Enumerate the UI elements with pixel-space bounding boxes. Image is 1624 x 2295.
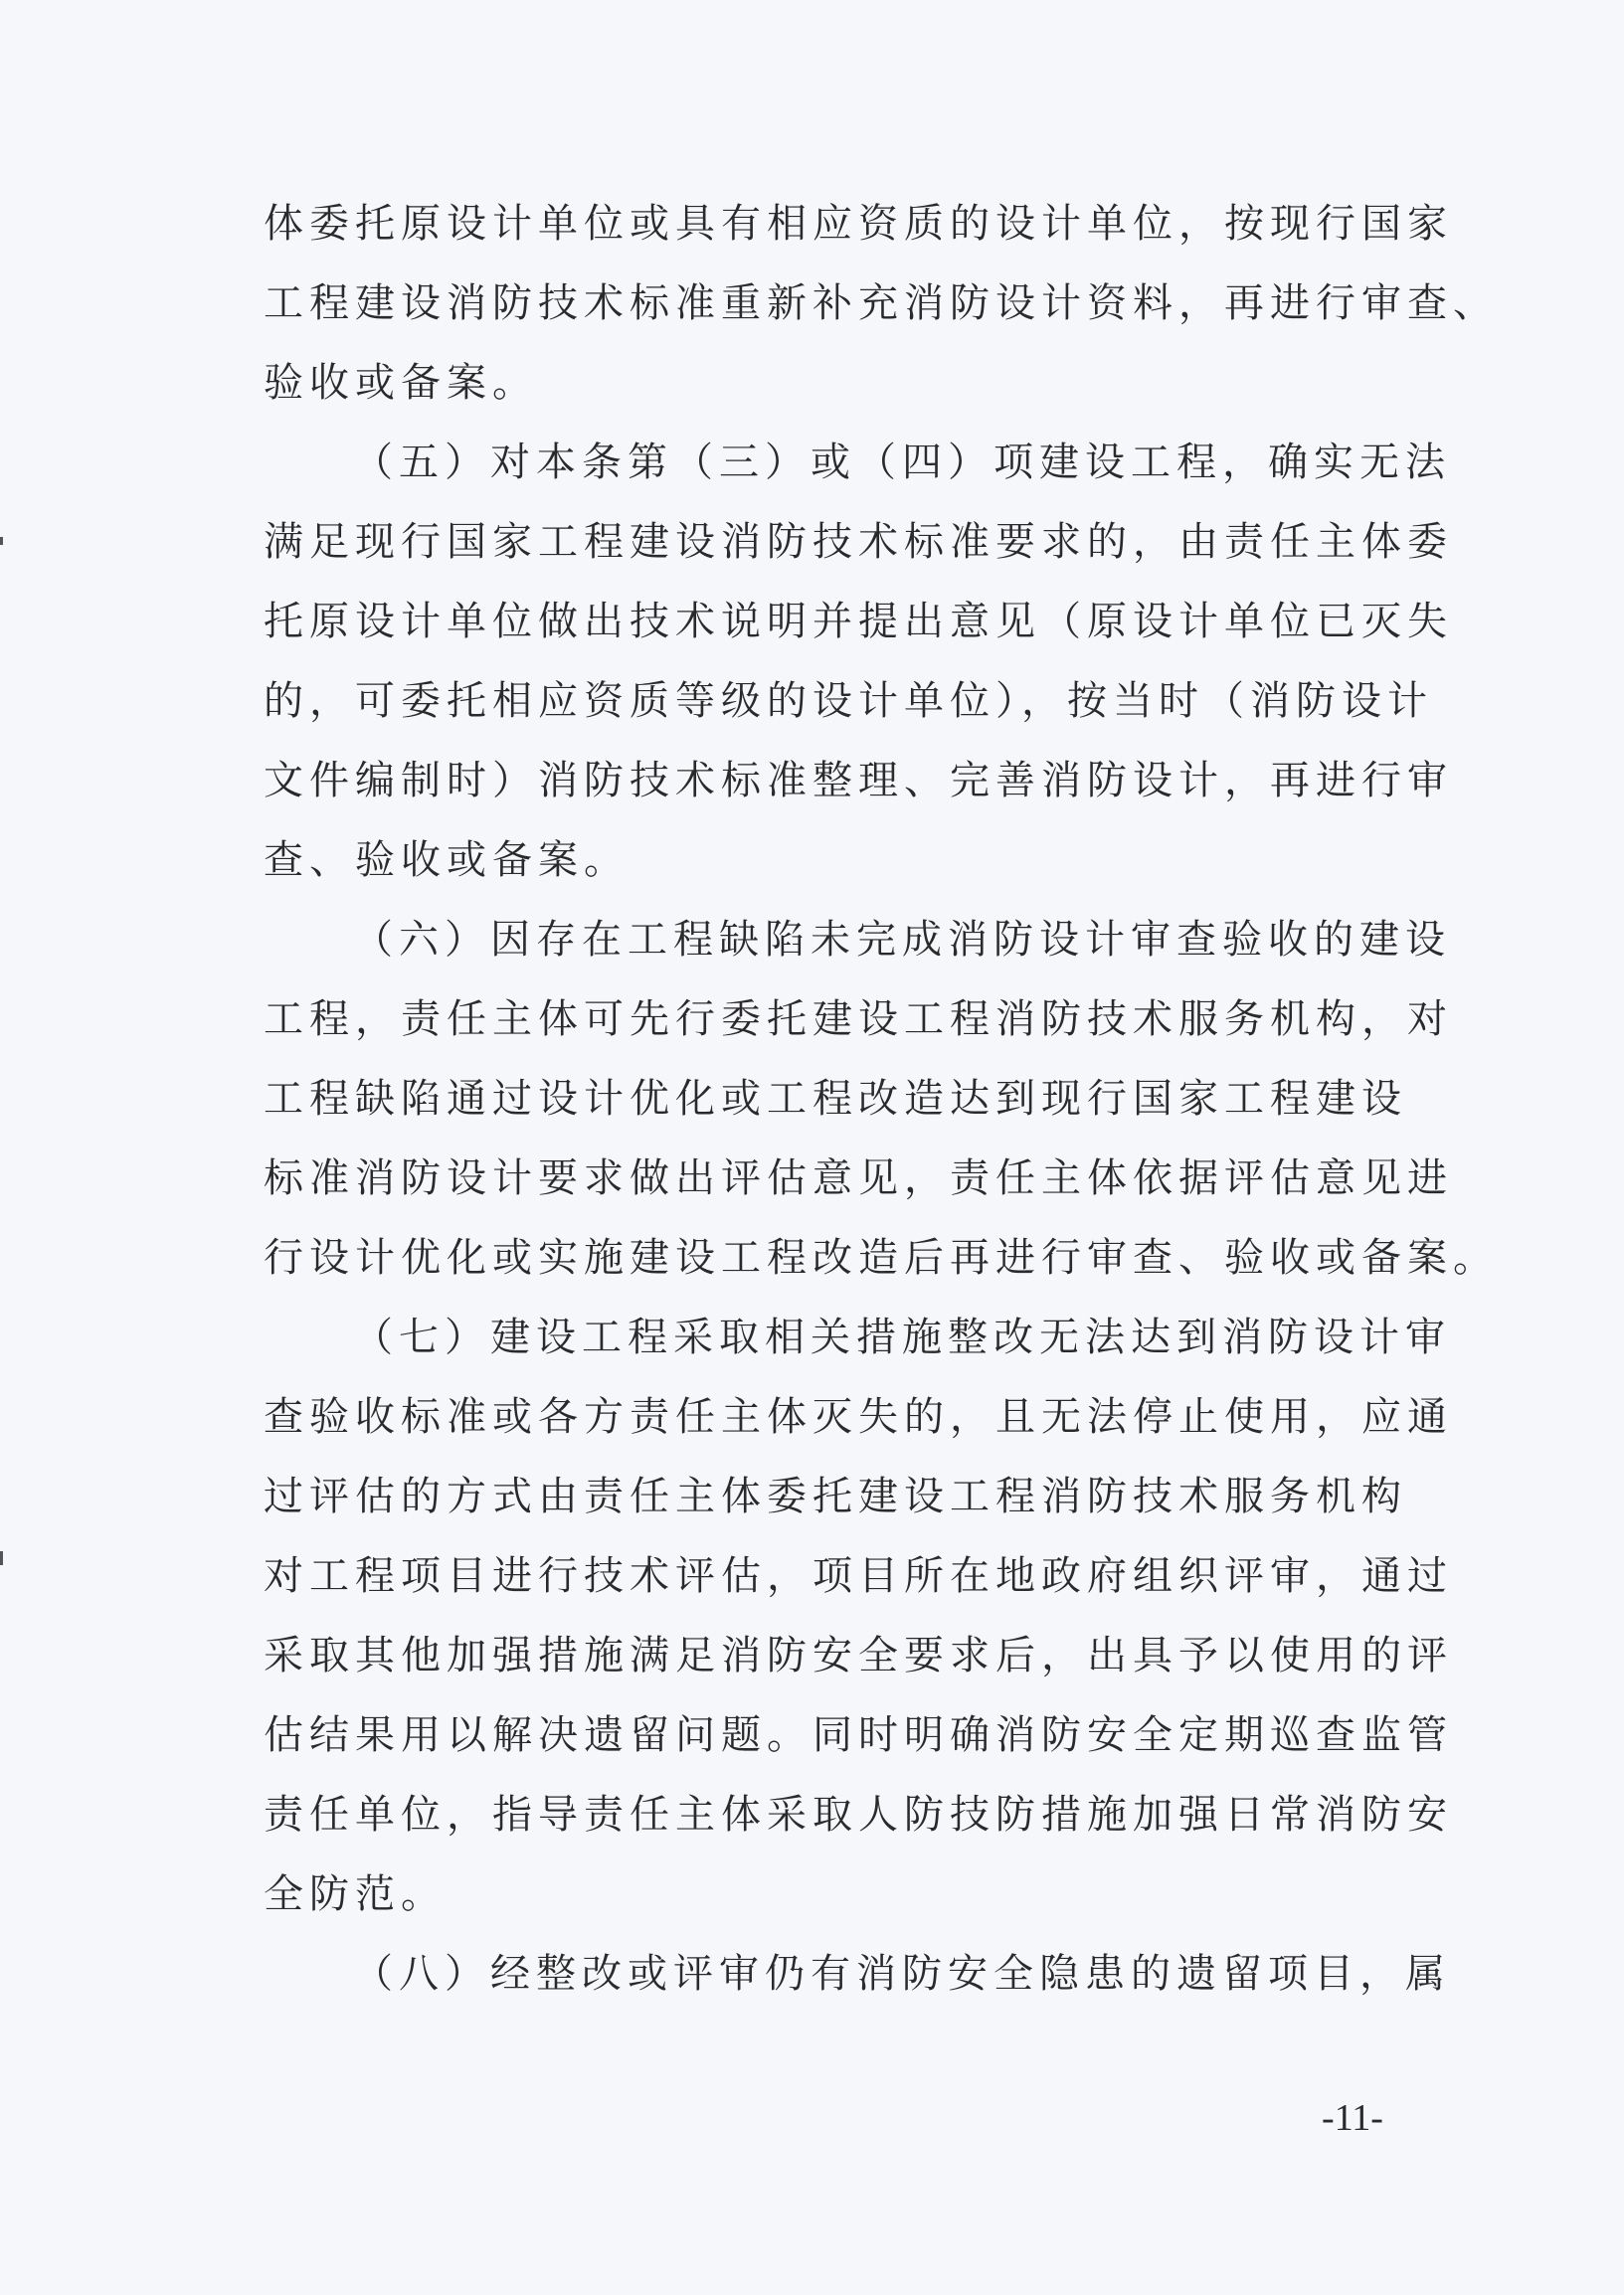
body-text-line: 责任单位，指导责任主体采取人防技防措施加强日常消防安 (264, 1792, 1453, 1838)
scan-edge-mark (0, 1551, 3, 1565)
paragraph-start-line: （七）建设工程采取相关措施整改无法达到消防设计审 (353, 1315, 1451, 1360)
body-text-line: 验收或备案。 (264, 360, 538, 406)
body-text-line: 查、验收或备案。 (264, 837, 630, 883)
body-text-line: 托原设计单位做出技术说明并提出意见（原设计单位已灭失 (264, 599, 1453, 644)
paragraph-start-line: （八）经整改或评审仍有消防安全隐患的遗留项目，属 (353, 1951, 1451, 1997)
body-text-line: 工程，责任主体可先行委托建设工程消防技术服务机构，对 (264, 996, 1453, 1042)
body-text-line: 全防范。 (264, 1871, 447, 1917)
body-text-line: 过评估的方式由责任主体委托建设工程消防技术服务机构 (264, 1474, 1407, 1519)
paragraph-start-line: （六）因存在工程缺陷未完成消防设计审查验收的建设 (353, 917, 1451, 963)
body-text-line: 工程缺陷通过设计优化或工程改造达到现行国家工程建设 (264, 1076, 1407, 1122)
body-text-line: 采取其他加强措施满足消防安全要求后，出具予以使用的评 (264, 1633, 1453, 1678)
body-text-line: 估结果用以解决遗留问题。同时明确消防安全定期巡查监管 (264, 1712, 1453, 1758)
body-text-line: 满足现行国家工程建设消防技术标准要求的，由责任主体委 (264, 519, 1453, 565)
scan-edge-mark (0, 537, 3, 545)
body-text-line: 体委托原设计单位或具有相应资质的设计单位，按现行国家 (264, 201, 1453, 247)
body-text-line: 查验收标准或各方责任主体灭失的，且无法停止使用，应通 (264, 1394, 1453, 1440)
body-text-line: 的，可委托相应资质等级的设计单位），按当时（消防设计 (264, 678, 1433, 724)
body-text-line: 对工程项目进行技术评估，项目所在地政府组织评审，通过 (264, 1553, 1453, 1599)
body-text-line: 文件编制时）消防技术标准整理、完善消防设计，再进行审 (264, 758, 1453, 803)
paragraph-start-line: （五）对本条第（三）或（四）项建设工程，确实无法 (353, 440, 1451, 485)
page-number: -11- (1322, 2097, 1383, 2139)
body-text-line: 工程建设消防技术标准重新补充消防设计资料，再进行审查、 (264, 280, 1499, 326)
body-text-line: 行设计优化或实施建设工程改造后再进行审查、验收或备案。 (264, 1235, 1499, 1281)
body-text-line: 标准消防设计要求做出评估意见，责任主体依据评估意见进 (264, 1155, 1453, 1201)
